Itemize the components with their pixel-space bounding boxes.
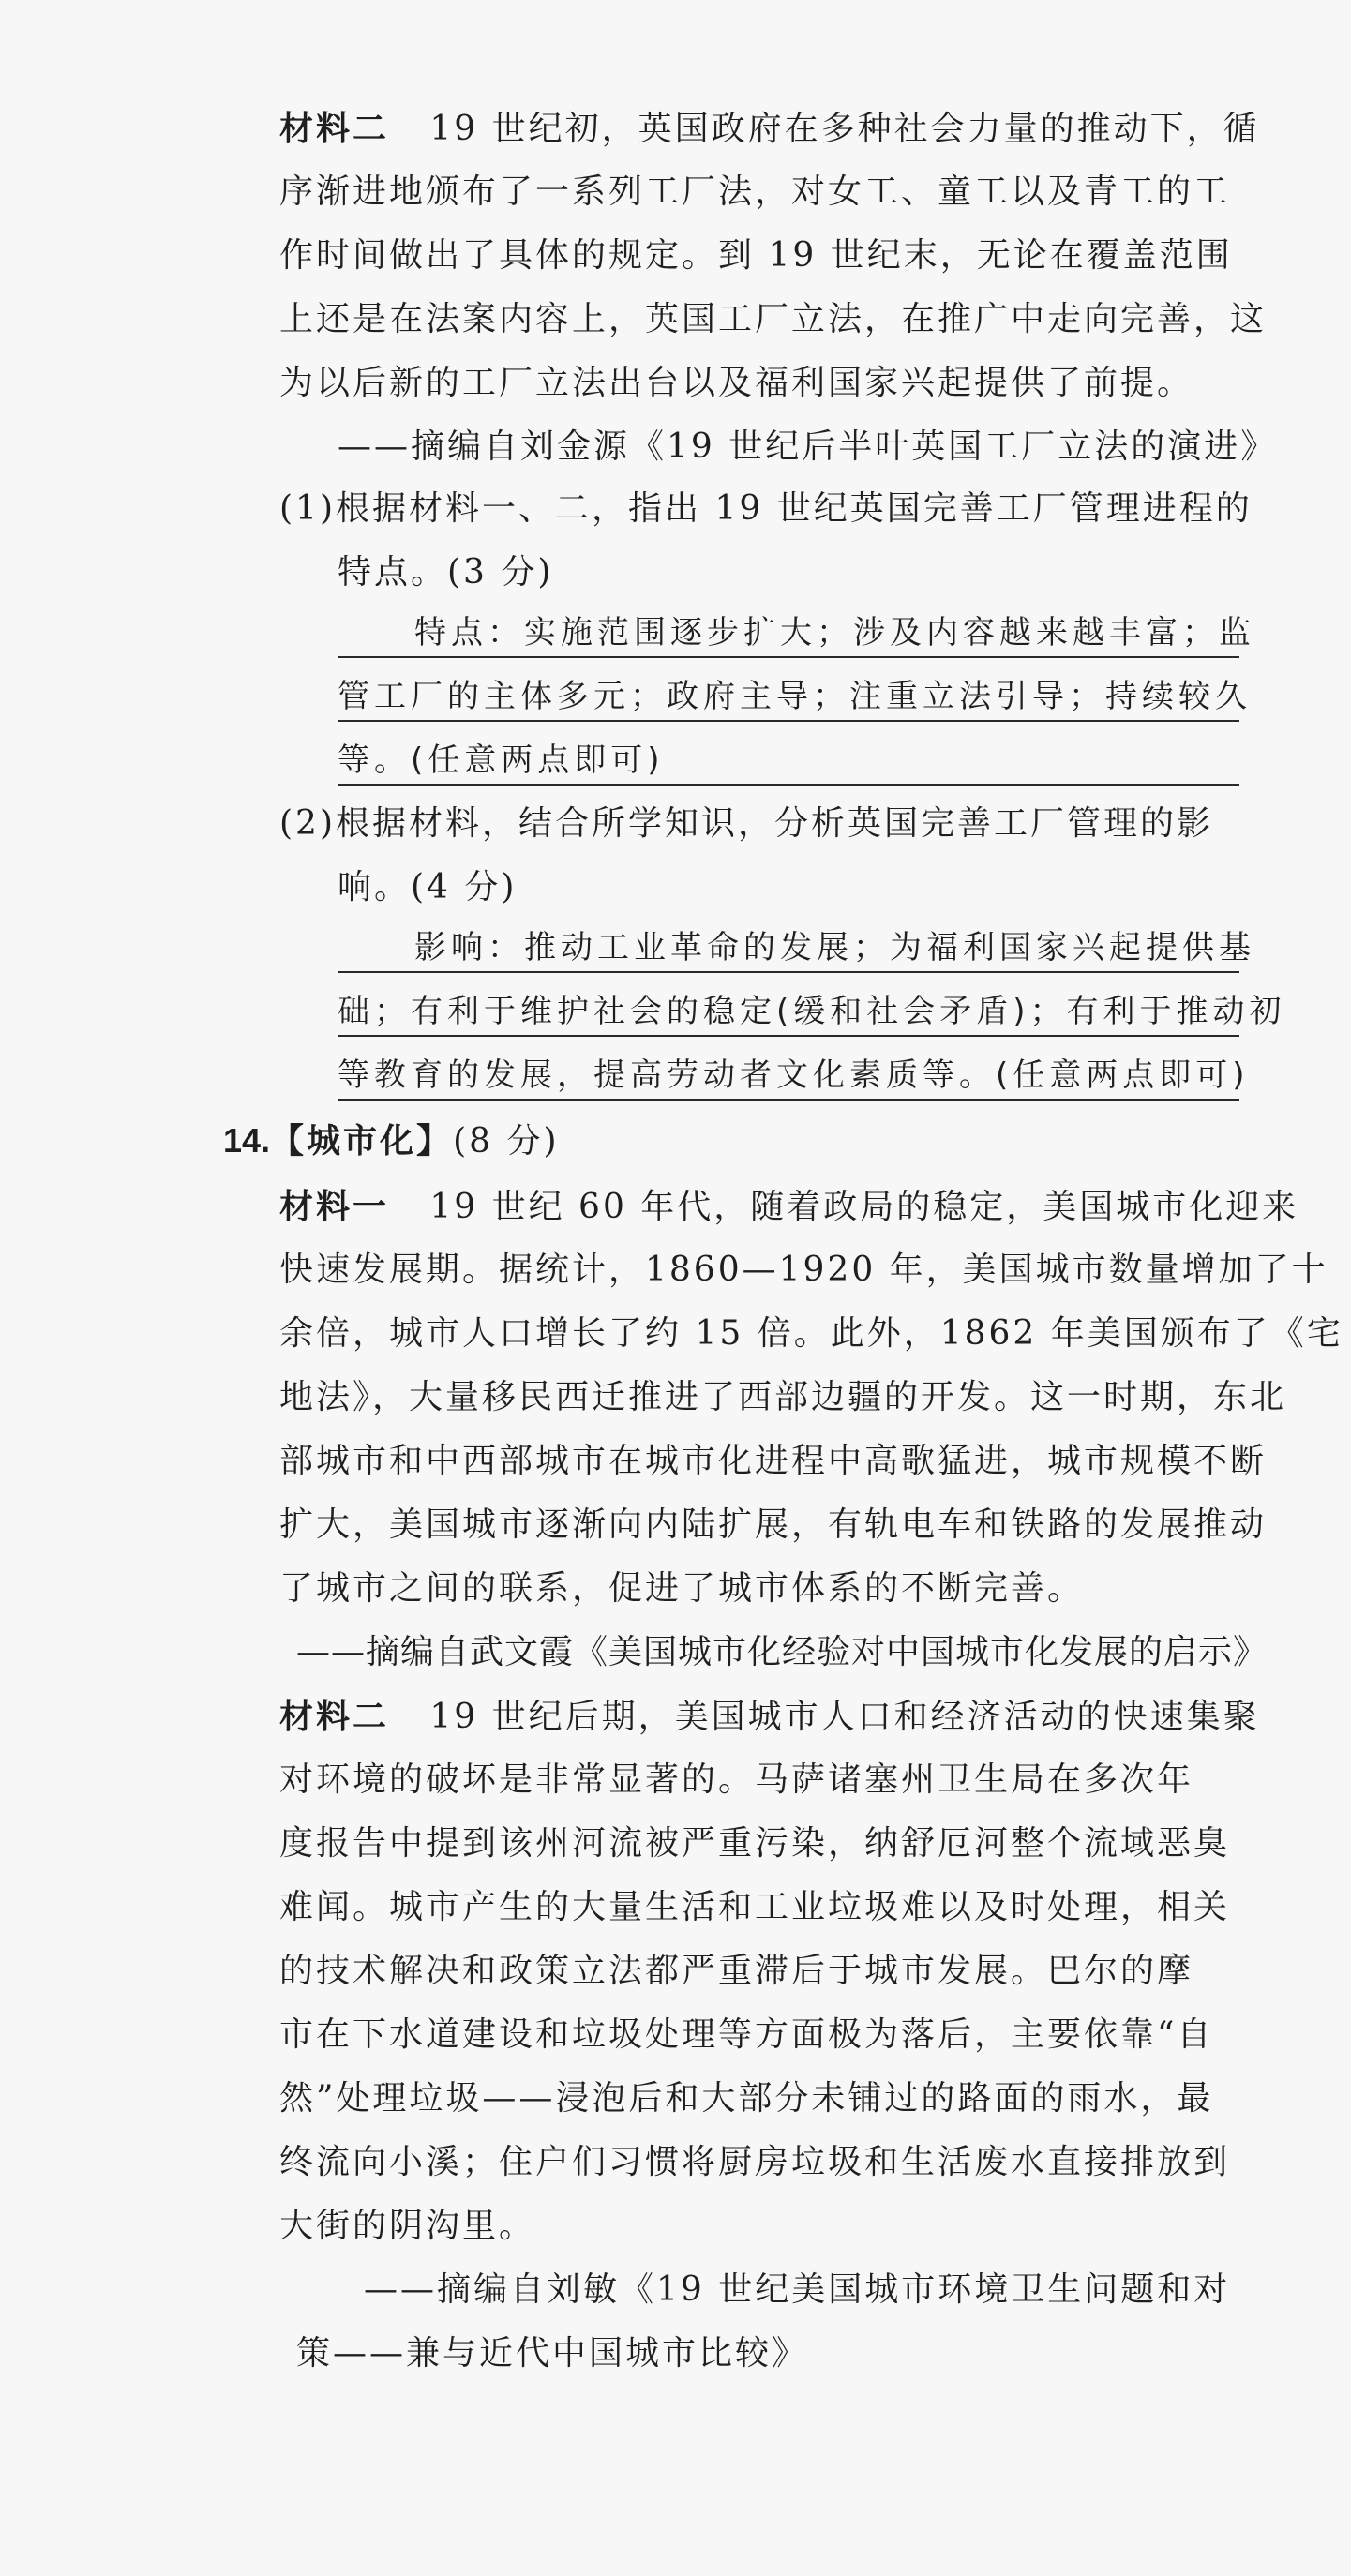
material-line: 对环境的破坏是非常显著的。马萨诸塞州卫生局在多次年 bbox=[279, 1760, 1194, 1799]
material-line: 材料一 19 世纪 60 年代，随着政局的稳定，美国城市化迎来 bbox=[279, 1187, 1299, 1226]
material-line: 为以后新的工厂立法出台以及福利国家兴起提供了前提。 bbox=[279, 364, 1194, 402]
question-line: 响。(4 分) bbox=[338, 868, 518, 906]
material-line: 材料二 19 世纪后期，美国城市人口和经济活动的快速集聚 bbox=[279, 1697, 1260, 1736]
material-line: 度报告中提到该州河流被严重污染，纳舒厄河整个流域恶臭 bbox=[279, 1824, 1231, 1863]
material-label: 材料二 bbox=[279, 1697, 390, 1736]
question-line: (1)根据材料一、二，指出 19 世纪英国完善工厂管理进程的 bbox=[279, 489, 1253, 528]
material-line: 作时间做出了具体的规定。到 19 世纪末，无论在覆盖范围 bbox=[279, 236, 1233, 275]
answer-line: 等教育的发展，提高劳动者文化素质等。(任意两点即可) bbox=[338, 1052, 1239, 1101]
material-line: 部城市和中西部城市在城市化进程中高歌猛进，城市规模不断 bbox=[279, 1442, 1268, 1480]
answer-line: 特点：实施范围逐步扩大；涉及内容越来越丰富；监 bbox=[338, 609, 1239, 658]
answer-line: 管工厂的主体多元；政府主导；注重立法引导；持续较久 bbox=[338, 673, 1239, 722]
material-line: 快速发展期。据统计，1860—1920 年，美国城市数量增加了十 bbox=[279, 1251, 1328, 1289]
source-citation: ——摘编自武文霞《美国城市化经验对中国城市化发展的启示》 bbox=[296, 1633, 1268, 1671]
material-line: 地法》，大量移民西迁推进了西部边疆的开发。这一时期，东北 bbox=[279, 1378, 1287, 1416]
material-line: 大街的阴沟里。 bbox=[279, 2207, 536, 2245]
question-line: 特点。(3 分) bbox=[338, 553, 554, 592]
material-line: 了城市之间的联系，促进了城市体系的不断完善。 bbox=[279, 1569, 1085, 1608]
material-line: 的技术解决和政策立法都严重滞后于城市发展。巴尔的摩 bbox=[279, 1952, 1194, 1990]
material-line: 序渐进地颁布了一系列工厂法，对女工、童工以及青工的工 bbox=[279, 172, 1231, 211]
question-title: 【城市化】 bbox=[270, 1121, 454, 1161]
answer-line: 础；有利于维护社会的稳定(缓和社会矛盾)；有利于推动初 bbox=[338, 988, 1239, 1037]
material-line: 材料二 19 世纪初，英国政府在多种社会力量的推动下，循 bbox=[279, 109, 1260, 148]
material-line: 然”处理垃圾——浸泡后和大部分未铺过的路面的雨水，最 bbox=[279, 2079, 1214, 2118]
source-citation: 策——兼与近代中国城市比较》 bbox=[296, 2334, 809, 2373]
answer-line: 等。(任意两点即可) bbox=[338, 737, 1239, 786]
material-line: 市在下水道建设和垃圾处理等方面极为落后，主要依靠“自 bbox=[279, 2015, 1214, 2054]
source-citation: ——摘编自刘金源《19 世纪后半叶英国工厂立法的演进》 bbox=[338, 427, 1278, 466]
material-line: 扩大，美国城市逐渐向内陆扩展，有轨电车和铁路的发展推动 bbox=[279, 1505, 1268, 1544]
question-score: (8 分) bbox=[453, 1122, 560, 1161]
material-line: 难闻。城市产生的大量生活和工业垃圾难以及时处理，相关 bbox=[279, 1888, 1231, 1926]
answer-line: 影响：推动工业革命的发展；为福利国家兴起提供基 bbox=[338, 924, 1239, 973]
material-label: 材料二 bbox=[279, 109, 390, 148]
material-line: 上还是在法案内容上，英国工厂立法，在推广中走向完善，这 bbox=[279, 300, 1268, 338]
source-citation: ——摘编自刘敏《19 世纪美国城市环境卫生问题和对 bbox=[364, 2270, 1231, 2309]
question-number: 14. bbox=[223, 1121, 271, 1160]
question-line: (2)根据材料，结合所学知识，分析英国完善工厂管理的影 bbox=[279, 804, 1213, 843]
question-header bbox=[223, 1117, 560, 1165]
material-label: 材料一 bbox=[279, 1187, 390, 1226]
material-line: 终流向小溪；住户们习惯将厨房垃圾和生活废水直接排放到 bbox=[279, 2143, 1231, 2181]
material-line: 余倍，城市人口增长了约 15 倍。此外，1862 年美国颁布了《宅 bbox=[279, 1314, 1343, 1353]
